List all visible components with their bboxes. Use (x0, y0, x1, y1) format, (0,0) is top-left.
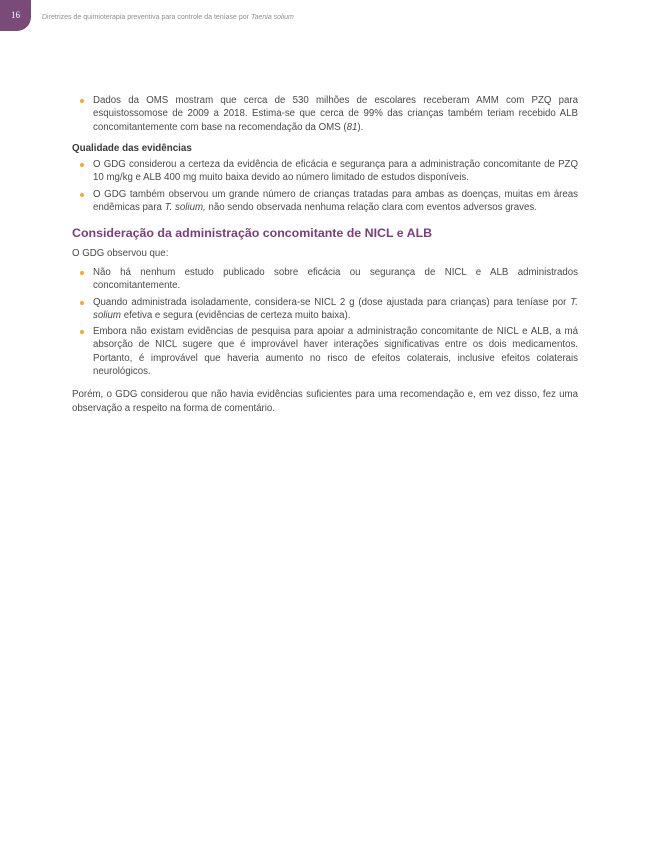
reference-number: 81 (346, 121, 358, 133)
running-header (42, 14, 294, 21)
species-name: T. solium (93, 296, 578, 321)
species-name: T. solium, (164, 202, 206, 214)
closing-paragraph: Porém, o GDG considerou que não havia evidências suficientes para uma recomendação e, em vez disso, fez uma observação a respeito na forma de comentário. (72, 389, 578, 414)
section-intro: O GDG observou que: (72, 247, 169, 259)
page-number: 16 (11, 10, 20, 20)
bullet-text: O GDG também observou um grande número de crianças tratadas para ambas as doenças, muitas em áreas endêmicas para (93, 188, 578, 214)
page-number-tab (0, 0, 31, 31)
page-body (72, 94, 578, 415)
bullet-text: Quando administrada isoladamente, considera-se NICL 2 g (dose ajustada para crianças) para teníase por (93, 296, 571, 308)
section-title: Consideração da administração concomitante de NICL e ALB (72, 226, 433, 241)
quality-bullet-list (72, 158, 578, 214)
quality-heading: Qualidade das evidências (72, 142, 192, 154)
bullet-text: efetiva e segura (evidências de certeza muito baixa). (121, 309, 351, 321)
bullet-tail: ). (357, 121, 364, 133)
bullet-text: Dados da OMS mostram que cerca de 530 milhões de escolares receberam AMM com PZQ para esquistossomose de 2009 a 2018. Estima-se que cerca de 99% das crianças também teriam recebido ALB concomitantemente com base na recomendação da OMS ( (93, 95, 578, 133)
list-item (72, 266, 578, 293)
list-item (72, 296, 578, 323)
intro-bullet-list (72, 94, 578, 134)
bullet-text: Não há nenhum estudo publicado sobre eficácia ou segurança de NICL e ALB administrados concomitantemente. (93, 266, 578, 292)
list-item (72, 158, 578, 185)
bullet-text: O GDG considerou a certeza da evidência de eficácia e segurança para a administração concomitante de PZQ 10 mg/kg e ALB 400 mg muito baixa devido ao número limitado de estudos disponíveis. (93, 159, 578, 184)
list-item (72, 188, 578, 215)
bullet-text: não sendo observada nenhuma relação clara com eventos adversos graves. (205, 202, 537, 214)
running-header-italic: Taenia solium (250, 14, 294, 21)
running-header-text: Diretrizes de quimioterapia preventiva para controle da teníase por (42, 14, 251, 21)
list-item (72, 94, 578, 134)
bullet-text: Embora não existam evidências de pesquisa para apoiar a administração concomitante de NICL e ALB, a má absorção de NICL sugere que é improvável haver interações significativas entre os dois medicamentos. Portanto, é improvável que haveria aumento no risco de efeitos colaterais, inclusive efeitos colaterais neurológicos. (93, 326, 578, 378)
list-item (72, 325, 578, 378)
section-bullet-list (72, 266, 578, 378)
